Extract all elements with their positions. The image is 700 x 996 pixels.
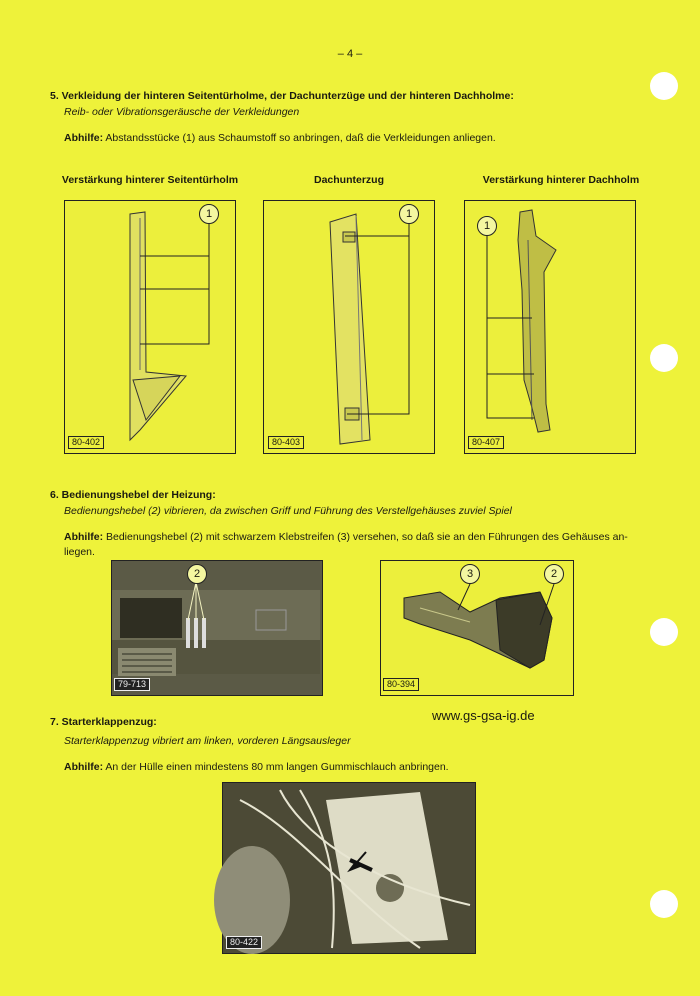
website-url: www.gs-gsa-ig.de: [432, 708, 535, 723]
drawing-engine-bay: [214, 783, 473, 954]
drawing-heater-panel: [112, 582, 320, 676]
section-6-title: 6. Bedienungshebel der Heizung:: [50, 489, 216, 501]
drawing-dachholm: [518, 210, 556, 432]
fix-label: Abhilfe:: [64, 761, 104, 773]
callout-2-heater: 2: [187, 564, 207, 584]
callout-2-lever: 2: [544, 564, 564, 584]
figure-caption-dachholm: Verstärkung hinterer Dachholm: [482, 174, 640, 186]
section-7-title: 7. Starterklappenzug:: [50, 716, 157, 728]
callout-1-seitentuerholm: 1: [199, 204, 219, 224]
figure-number-80-394: 80-394: [383, 678, 419, 691]
figure-number-80-407: 80-407: [468, 436, 504, 449]
callout-3-tape: 3: [460, 564, 480, 584]
figure-caption-seitentuerholm: Verstärkung hinterer Seitentürholm: [61, 174, 239, 186]
fix-text: Abstandsstücke (1) aus Schaumstoff so anbringen, daß die Verkleidungen anliegen.: [103, 132, 496, 144]
drawing-lever-tape: [404, 592, 552, 668]
leader-lines-1: [140, 224, 209, 344]
fix-text-line2: liegen.: [64, 546, 95, 558]
section-5-issue: Reib- oder Vibrationsgeräusche der Verkleidungen: [64, 106, 300, 118]
figure-caption-dachunterzug: Dachunterzug: [313, 174, 384, 186]
fix-label: Abhilfe:: [64, 531, 104, 543]
section-5-title: 5. Verkleidung der hinteren Seitentürholme, der Dachunterzüge und der hinteren Dachholme:: [50, 90, 514, 102]
fix-text: An der Hülle einen mindestens 80 mm langen Gummischlauch anbringen.: [103, 761, 449, 773]
fix-text-line1: Bedienungshebel (2) mit schwarzem Klebstreifen (3) versehen, so daß sie an den Führungen des Gehäuses an-: [103, 531, 628, 543]
drawing-seitentuerholm: [130, 212, 186, 440]
fix-label: Abhilfe:: [64, 132, 104, 144]
callout-1-dachunterzug: 1: [399, 204, 419, 224]
figure-number-80-422: 80-422: [226, 936, 262, 949]
figure-number-79-713: 79-713: [114, 678, 150, 691]
figure-number-80-402: 80-402: [68, 436, 104, 449]
drawing-dachunterzug: [330, 214, 370, 444]
section-7-issue: Starterklappenzug vibriert am linken, vorderen Längsausleger: [64, 735, 351, 747]
figure-number-80-403: 80-403: [268, 436, 304, 449]
page-number: – 4 –: [337, 48, 363, 60]
section-6-issue: Bedienungshebel (2) vibrieren, da zwischen Griff und Führung des Verstellgehäuses zuviel Spiel: [64, 505, 512, 517]
callout-1-dachholm: 1: [477, 216, 497, 236]
